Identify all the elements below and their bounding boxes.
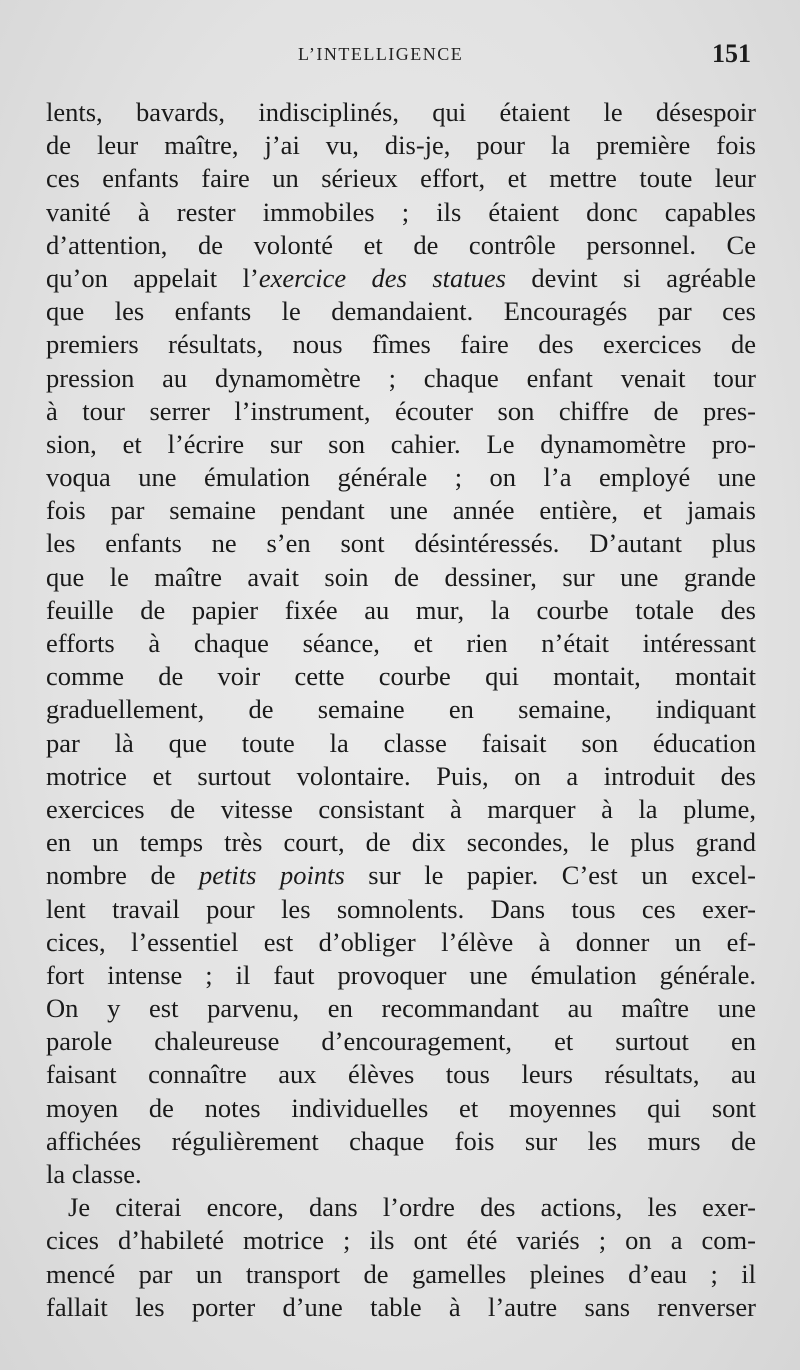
text-segment: voqua une émulation générale ; on l’a employé une (46, 462, 756, 493)
page-number: 151 (712, 39, 751, 68)
text-line (46, 959, 756, 992)
text-line (46, 1025, 756, 1058)
text-line (46, 129, 756, 162)
italic-text: petits points (199, 860, 345, 891)
text-line (46, 1158, 756, 1191)
text-line (46, 660, 756, 693)
text-line (46, 395, 756, 428)
text-segment: graduellement, de semaine en semaine, indiquant (46, 694, 756, 725)
text-segment: les enfants ne s’en sont désintéressés. D’autant plus (46, 528, 756, 559)
text-line (46, 859, 756, 892)
text-line (46, 362, 756, 395)
text-segment: motrice et surtout volontaire. Puis, on a introduit des (46, 760, 756, 791)
text-line (46, 1058, 756, 1091)
text-segment: On y est parvenu, en recommandant au maître une (46, 993, 756, 1024)
text-line (46, 727, 756, 760)
text-segment: feuille de papier fixée au mur, la courbe totale des (46, 594, 756, 625)
text-segment: sion, et l’écrire sur son cahier. Le dynamomètre pro- (46, 428, 756, 459)
text-segment: Je citerai encore, dans l’ordre des actions, les exer- (68, 1192, 756, 1223)
text-line (46, 1224, 756, 1257)
text-segment: la classe. (46, 1159, 142, 1189)
text-segment: pression au dynamomètre ; chaque enfant venait tour (46, 362, 756, 393)
running-head (0, 39, 800, 74)
text-segment: nombre de (46, 860, 200, 891)
text-segment: devint si agréable (505, 262, 757, 293)
text-segment: que les enfants le demandaient. Encouragés par ces (46, 296, 756, 327)
text-line (46, 96, 756, 129)
text-line (46, 1092, 756, 1125)
text-line (46, 992, 756, 1025)
text-line (46, 262, 756, 295)
text-line (46, 760, 756, 793)
text-segment: faisant connaître aux élèves tous leurs résultats, au (46, 1059, 756, 1090)
text-line (46, 527, 756, 560)
text-line (46, 561, 756, 594)
text-line (46, 594, 756, 627)
text-line (46, 196, 756, 229)
text-segment: ces enfants faire un sérieux effort, et mettre toute leur (46, 163, 756, 194)
text-line (46, 1291, 756, 1324)
text-line (46, 627, 756, 660)
italic-text: exercice des statues (258, 262, 506, 293)
text-line (46, 926, 756, 959)
text-segment: premiers résultats, nous fîmes faire des exercices de (46, 329, 756, 360)
text-line (46, 229, 756, 262)
text-segment: affichées régulièrement chaque fois sur les murs de (46, 1125, 756, 1156)
text-line (46, 162, 756, 195)
text-line (46, 893, 756, 926)
text-segment: fois par semaine pendant une année entière, et jamais (46, 495, 756, 526)
text-segment: cices d’habileté motrice ; ils ont été variés ; on a com- (46, 1225, 756, 1256)
text-segment: par là que toute la classe faisait son éducation (46, 727, 756, 758)
text-segment: de leur maître, j’ai vu, dis-je, pour la première fois (46, 130, 756, 161)
text-line (46, 494, 756, 527)
text-line (46, 295, 756, 328)
paragraph (46, 1191, 756, 1324)
text-segment: fort intense ; il faut provoquer une émulation générale. (46, 959, 756, 990)
text-line (46, 793, 756, 826)
text-line (46, 328, 756, 361)
text-segment: lent travail pour les somnolents. Dans tous ces exer- (46, 893, 756, 924)
text-segment: parole chaleureuse d’encouragement, et surtout en (46, 1026, 756, 1057)
text-segment: qu’on appelait l’ (46, 262, 259, 293)
text-segment: moyen de notes individuelles et moyennes qui sont (46, 1092, 756, 1123)
text-segment: mencé par un transport de gamelles pleines d’eau ; il (46, 1258, 756, 1289)
text-segment: en un temps très court, de dix secondes, le plus grand (46, 827, 756, 858)
text-segment: efforts à chaque séance, et rien n’était intéressant (46, 628, 756, 658)
body-text (46, 96, 756, 1324)
text-segment: que le maître avait soin de dessiner, sur une grande (46, 561, 756, 592)
text-segment: à tour serrer l’instrument, écouter son chiffre de pres- (46, 395, 756, 426)
text-line (46, 1258, 756, 1291)
text-line (46, 826, 756, 859)
text-segment: d’attention, de volonté et de contrôle personnel. Ce (46, 229, 756, 260)
text-segment: exercices de vitesse consistant à marquer à la plume, (46, 793, 756, 824)
text-line (46, 461, 756, 494)
running-title: L’INTELLIGENCE (298, 44, 464, 64)
text-line (46, 428, 756, 461)
text-segment: cices, l’essentiel est d’obliger l’élève à donner un ef- (46, 926, 756, 957)
text-segment: vanité à rester immobiles ; ils étaient donc capables (46, 196, 756, 227)
text-line (46, 1191, 756, 1224)
text-segment: comme de voir cette courbe qui montait, montait (46, 661, 756, 692)
text-segment: lents, bavards, indisciplinés, qui étaient le désespoir (46, 97, 756, 127)
paragraph (46, 96, 756, 1191)
text-segment: fallait les porter d’une table à l’autre sans renverser (46, 1291, 756, 1322)
text-segment: sur le papier. C’est un excel- (344, 860, 756, 891)
text-line (46, 693, 756, 726)
text-line (46, 1125, 756, 1158)
